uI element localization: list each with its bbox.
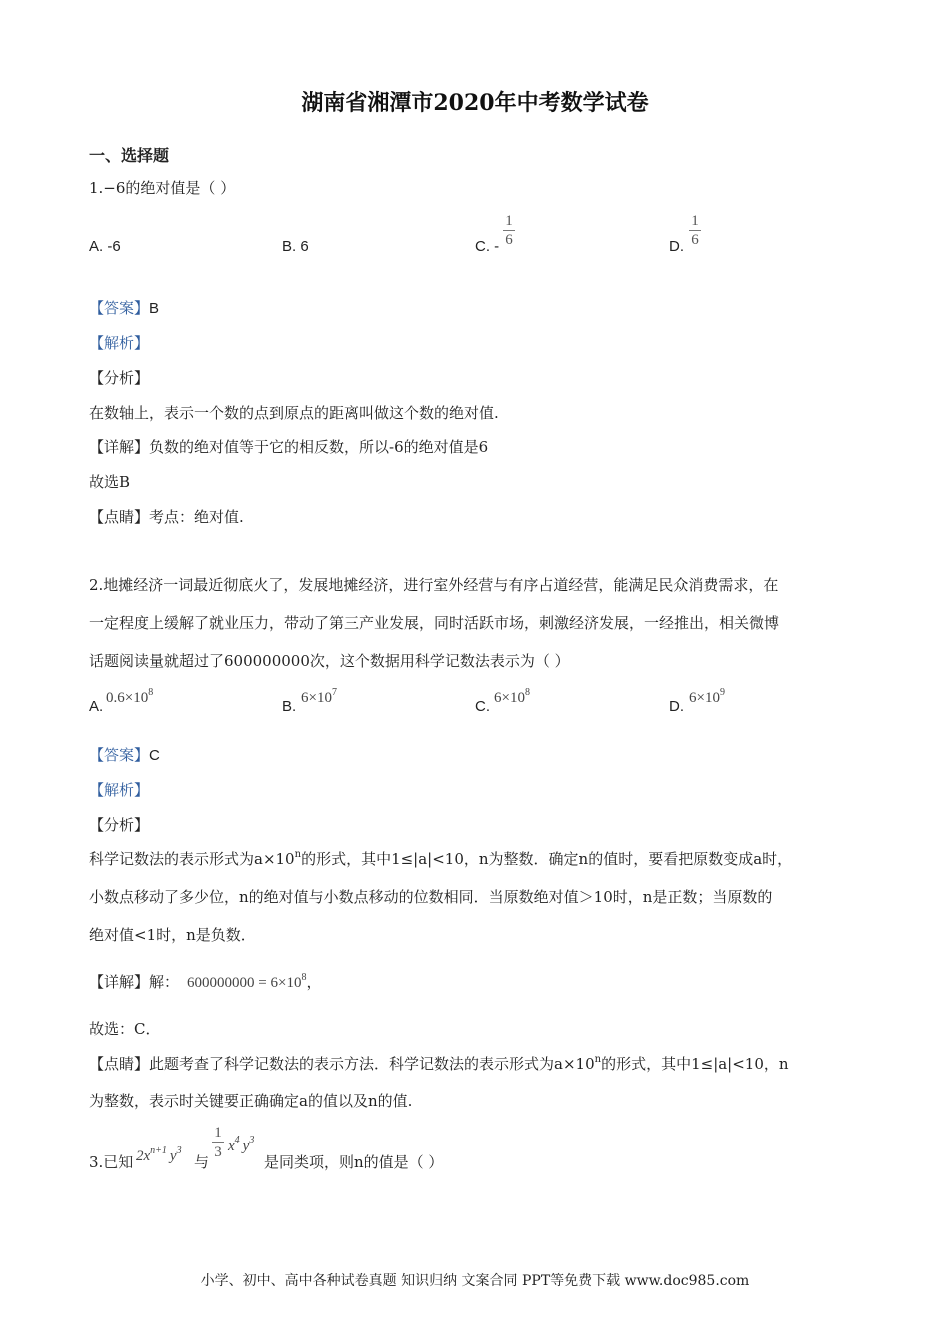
q1-option-d-fraction: $\frac{1}{6}$ bbox=[689, 213, 701, 248]
q2-option-c-value: $6\times 10^8$ bbox=[494, 687, 530, 706]
q3-term-2: $x^4$ $y^3$ bbox=[228, 1135, 255, 1154]
page-title: 湖南省湘潭市2020年中考数学试卷 bbox=[301, 90, 649, 116]
q1-option-c-fraction: $\frac{1}{6}$ bbox=[503, 213, 515, 248]
q1-analysis-tag: 【解析】 bbox=[89, 334, 150, 352]
q2-option-c-label: C. bbox=[475, 698, 490, 715]
q2-option-a-value: $0.6\times 10^8$ bbox=[106, 687, 154, 706]
q2-option-b-label: B. bbox=[282, 698, 297, 715]
q2-stem-line-3: 话题阅读量就超过了600000000次，这个数据用科学记数法表示为（ ） bbox=[89, 652, 570, 670]
q1-answer: 【答案】B bbox=[89, 299, 160, 317]
q2-option-d-value: $6\times 10^9$ bbox=[689, 687, 725, 706]
q1-option-d: D. bbox=[669, 238, 684, 255]
q2-detail: 【详解】解： $600000000 = 6\times 10^8$， bbox=[89, 972, 322, 991]
q2-analysis-line-1: 科学记数法的表示形式为$a\times 10^n$的形式，其中1≤|a|<10，n为整数．确定n的值时，要看把原数变成a时， bbox=[89, 849, 793, 868]
q2-stem-line-1: 2.地摊经济一词最近彻底火了，发展地摊经济，进行室外经营与有序占道经营，能满足民众消费需求，在 bbox=[89, 576, 779, 594]
q2-option-d-label: D. bbox=[669, 698, 684, 715]
q1-option-b: B. 6 bbox=[282, 238, 309, 255]
q3-coefficient-fraction: $\frac{1}{3}$ bbox=[212, 1125, 224, 1160]
q2-fenxi-tag: 【分析】 bbox=[89, 816, 150, 834]
section-heading: 一、选择题 bbox=[89, 146, 170, 165]
q2-analysis-line-3: 绝对值<1时，n是负数． bbox=[89, 926, 256, 944]
q3-prefix: 3.已知 bbox=[89, 1153, 134, 1171]
q2-answer: 【答案】C bbox=[89, 746, 160, 764]
q2-option-a-label: A. bbox=[89, 698, 104, 715]
q3-connector: 与 bbox=[194, 1153, 210, 1171]
q1-option-c: C. - bbox=[475, 238, 500, 255]
q3-suffix: 是同类项，则n的值是（ ） bbox=[264, 1153, 444, 1171]
q2-comment-line-2: 为整数，表示时关键要正确确定a的值以及n的值. bbox=[89, 1092, 413, 1110]
q1-choose: 故选B bbox=[89, 473, 131, 491]
q2-comment-line-1: 【点睛】此题考查了科学记数法的表示方法．科学记数法的表示形式为$a\times 10^n$的形式，其中1≤|a|<10，n bbox=[89, 1054, 789, 1073]
page-footer: 小学、初中、高中各种试卷真题 知识归纳 文案合同 PPT等免费下载 www.doc985.com bbox=[200, 1273, 750, 1289]
q2-analysis-tag: 【解析】 bbox=[89, 781, 150, 799]
q1-detail: 【详解】负数的绝对值等于它的相反数，所以-6的绝对值是6 bbox=[89, 438, 489, 456]
q3-term-1: $2x^{n+1}$ $y^3$ bbox=[136, 1145, 182, 1164]
q1-analysis-text: 在数轴上，表示一个数的点到原点的距离叫做这个数的绝对值. bbox=[89, 404, 499, 422]
q2-option-b-value: $6\times 10^7$ bbox=[301, 687, 337, 706]
q2-analysis-line-2: 小数点移动了多少位，n的绝对值与小数点移动的位数相同．当原数绝对值＞10时，n是正数；当原数的 bbox=[89, 888, 773, 906]
q2-choose: 故选：C． bbox=[89, 1020, 161, 1038]
q1-comment: 【点睛】考点：绝对值. bbox=[89, 508, 244, 526]
q1-stem: 1.−6的绝对值是（ ） bbox=[89, 179, 236, 197]
q1-option-a: A. -6 bbox=[89, 238, 121, 255]
q2-stem-line-2: 一定程度上缓解了就业压力，带动了第三产业发展，同时活跃市场，刺激经济发展，一经推出，相关微博 bbox=[89, 614, 780, 632]
q1-fenxi-tag: 【分析】 bbox=[89, 369, 150, 387]
